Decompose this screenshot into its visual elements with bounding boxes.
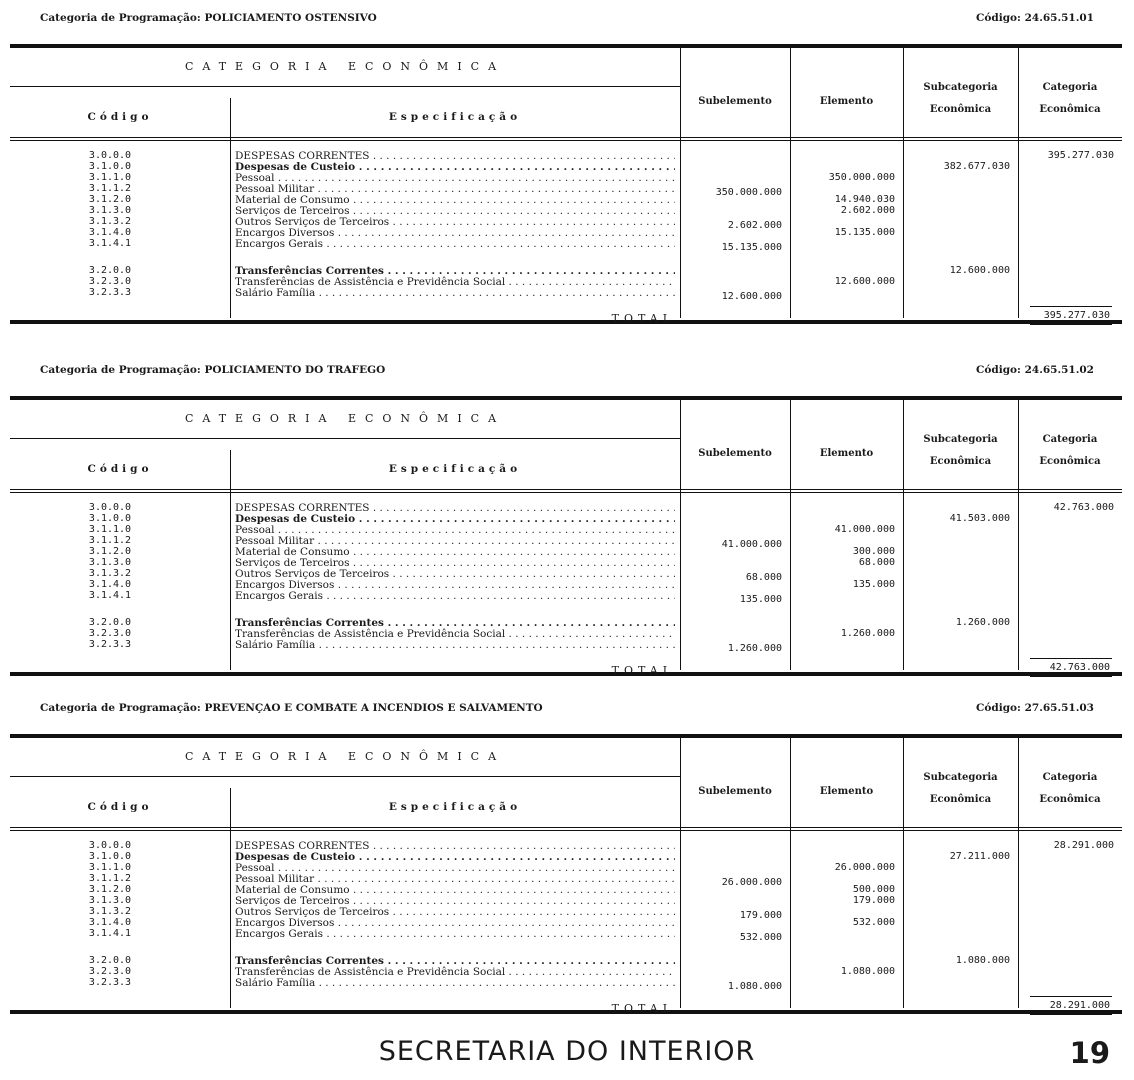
row-elemento: 179.000: [852, 895, 895, 906]
row-elemento: 12.600.000: [834, 276, 895, 287]
row-especificacao: Pessoal . . .: [235, 862, 675, 874]
row-codigo: 3.2.0.0: [88, 617, 132, 628]
row-codigo: 3.1.3.2: [88, 216, 132, 227]
codigo-column-header: Código: [87, 801, 153, 813]
row-subelemento: 2.602.000: [727, 220, 782, 231]
row-especificacao: Transferências Correntes . . .: [235, 265, 675, 277]
programacao-code: [976, 702, 1094, 714]
table-top-rule: [10, 734, 1122, 738]
row-codigo: 3.0.0.0: [88, 150, 132, 161]
row-codigo: 3.2.3.3: [88, 287, 132, 298]
row-elemento: 68.000: [858, 557, 895, 568]
row-categoria: 42.763.000: [1053, 502, 1114, 513]
row-subelemento: 68.000: [745, 572, 782, 583]
row-especificacao: Despesas de Custeio . . .: [235, 851, 675, 863]
row-especificacao: Transferências de Assistência e Previdência Social . . .: [235, 628, 675, 640]
row-subelemento: 135.000: [739, 594, 782, 605]
categoria-header-line2: Econômica: [1039, 456, 1101, 467]
row-codigo: 3.1.1.0: [88, 524, 132, 535]
row-codigo: 3.1.2.0: [88, 194, 132, 205]
programacao-line: [0, 694, 1134, 724]
row-especificacao: Transferências de Assistência e Previdência Social . . .: [235, 966, 675, 978]
row-especificacao: Outros Serviços de Terceiros . . .: [235, 216, 675, 228]
row-subcategoria: 382.677.030: [943, 161, 1010, 172]
subelemento-column-header: Subelemento: [698, 448, 772, 459]
subelemento-column-header: Subelemento: [698, 786, 772, 797]
row-especificacao: Material de Consumo . . .: [235, 194, 675, 206]
codigo-value: 24.65.51.02: [1024, 364, 1094, 376]
codigo-caption: Código:: [976, 702, 1021, 714]
codigo-value: 24.65.51.01: [1024, 12, 1094, 24]
row-elemento: 500.000: [852, 884, 895, 895]
programacao-label: [40, 702, 543, 714]
row-codigo: 3.1.1.0: [88, 172, 132, 183]
row-codigo: 3.0.0.0: [88, 840, 132, 851]
programacao-label: [40, 364, 385, 376]
row-elemento: 14.940.030: [834, 194, 895, 205]
row-subcategoria: 41.503.000: [949, 513, 1010, 524]
row-categoria: 395.277.030: [1047, 150, 1114, 161]
row-subcategoria: 27.211.000: [949, 851, 1010, 862]
table-bottom-rule: [10, 1010, 1122, 1014]
table-row: [10, 977, 1122, 992]
subcategoria-header-line1: Subcategoria: [923, 82, 998, 93]
codigo-value: 27.65.51.03: [1024, 702, 1094, 714]
table-bottom-rule: [10, 672, 1122, 676]
row-subelemento: 532.000: [739, 932, 782, 943]
row-especificacao: Encargos Diversos . . .: [235, 227, 675, 239]
categoria-economica-underline: [10, 776, 680, 777]
codigo-caption: Código:: [976, 364, 1021, 376]
codigo-column-header: Código: [87, 463, 153, 475]
row-subelemento: 26.000.000: [721, 877, 782, 888]
row-subelemento: 15.135.000: [721, 242, 782, 253]
total-label: TOTAL: [611, 1002, 675, 1015]
row-codigo: 3.1.1.2: [88, 183, 132, 194]
row-subelemento: 12.600.000: [721, 291, 782, 302]
table-row: [10, 590, 1122, 605]
row-codigo: 3.1.1.0: [88, 862, 132, 873]
elemento-column-header: Elemento: [819, 448, 874, 459]
programacao-code: [976, 12, 1094, 24]
row-codigo: 3.1.3.2: [88, 568, 132, 579]
row-especificacao: Encargos Diversos . . .: [235, 579, 675, 591]
categoria-economica-underline: [10, 86, 680, 87]
row-subelemento: 350.000.000: [715, 187, 782, 198]
codigo-caption: Código:: [976, 12, 1021, 24]
subcategoria-header-line1: Subcategoria: [923, 772, 998, 783]
row-elemento: 15.135.000: [834, 227, 895, 238]
row-codigo: 3.2.3.3: [88, 977, 132, 988]
especificacao-column-header: Especificação: [388, 463, 522, 475]
codigo-column-header: Código: [87, 111, 153, 123]
row-codigo: 3.1.4.1: [88, 928, 132, 939]
programacao-caption: Categoria de Programação:: [40, 12, 201, 24]
row-codigo: 3.1.2.0: [88, 884, 132, 895]
subcategoria-header-line2: Econômica: [929, 794, 992, 805]
programacao-caption: Categoria de Programação:: [40, 702, 201, 714]
row-subcategoria: 1.260.000: [955, 617, 1010, 628]
table-row: [10, 928, 1122, 943]
total-label: TOTAL: [611, 312, 675, 325]
row-codigo: 3.1.0.0: [88, 161, 132, 172]
subcategoria-header-line2: Econômica: [929, 104, 992, 115]
categoria-header-line2: Econômica: [1039, 104, 1101, 115]
table-bottom-rule: [10, 320, 1122, 324]
row-subelemento: 1.080.000: [727, 981, 782, 992]
row-subelemento: 1.260.000: [727, 643, 782, 654]
subcategoria-header-line2: Econômica: [929, 456, 992, 467]
budget-section: [0, 356, 1134, 692]
row-especificacao: Outros Serviços de Terceiros . . .: [235, 906, 675, 918]
row-subelemento: 179.000: [739, 910, 782, 921]
row-especificacao: Transferências Correntes . . .: [235, 955, 675, 967]
row-codigo: 3.1.3.2: [88, 906, 132, 917]
table-row: [10, 238, 1122, 253]
table-row: [10, 639, 1122, 654]
row-codigo: 3.1.0.0: [88, 851, 132, 862]
row-elemento: 2.602.000: [840, 205, 895, 216]
page-number: 19: [1069, 1036, 1110, 1070]
row-codigo: 3.2.3.3: [88, 639, 132, 650]
row-especificacao: DESPESAS CORRENTES . . .: [235, 840, 675, 852]
programacao-caption: Categoria de Programação:: [40, 364, 201, 376]
row-subcategoria: 1.080.000: [955, 955, 1010, 966]
row-categoria: 28.291.000: [1053, 840, 1114, 851]
budget-table: [10, 44, 1122, 324]
programacao-line: [0, 4, 1134, 34]
header-separator: [10, 827, 1122, 831]
row-especificacao: Pessoal Militar . . .: [235, 873, 675, 885]
especificacao-column-header: Especificação: [388, 801, 522, 813]
budget-table: [10, 396, 1122, 676]
row-elemento: 1.080.000: [840, 966, 895, 977]
elemento-column-header: Elemento: [819, 96, 874, 107]
header-separator: [10, 137, 1122, 141]
table-row: [10, 287, 1122, 302]
row-codigo: 3.1.4.0: [88, 579, 132, 590]
subelemento-column-header: Subelemento: [698, 96, 772, 107]
row-codigo: 3.1.3.0: [88, 557, 132, 568]
row-codigo: 3.2.3.0: [88, 276, 132, 287]
row-codigo: 3.1.4.1: [88, 238, 132, 249]
row-codigo: 3.1.4.0: [88, 917, 132, 928]
subcategoria-header-line1: Subcategoria: [923, 434, 998, 445]
especificacao-column-header: Especificação: [388, 111, 522, 123]
categoria-header-line1: Categoria: [1042, 82, 1098, 93]
row-elemento: 300.000: [852, 546, 895, 557]
row-codigo: 3.1.1.2: [88, 535, 132, 546]
categoria-header-line2: Econômica: [1039, 794, 1101, 805]
row-codigo: 3.1.3.0: [88, 895, 132, 906]
row-especificacao: Salário Família . . .: [235, 287, 675, 299]
categoria-header-line1: Categoria: [1042, 772, 1098, 783]
row-especificacao: Pessoal . . .: [235, 172, 675, 184]
row-subcategoria: 12.600.000: [949, 265, 1010, 276]
row-codigo: 3.1.1.2: [88, 873, 132, 884]
row-codigo: 3.1.3.0: [88, 205, 132, 216]
row-especificacao: Encargos Diversos . . .: [235, 917, 675, 929]
programacao-label: [40, 12, 377, 24]
row-codigo: 3.1.4.1: [88, 590, 132, 601]
row-especificacao: Salário Família . . .: [235, 639, 675, 651]
row-especificacao: Pessoal Militar . . .: [235, 535, 675, 547]
categoria-economica-underline: [10, 438, 680, 439]
categoria-economica-heading: CATEGORIA ECONÔMICA: [184, 412, 506, 425]
row-especificacao: Despesas de Custeio . . .: [235, 161, 675, 173]
row-elemento: 26.000.000: [834, 862, 895, 873]
elemento-column-header: Elemento: [819, 786, 874, 797]
row-especificacao: Serviços de Terceiros . . .: [235, 557, 675, 569]
categoria-economica-heading: CATEGORIA ECONÔMICA: [184, 750, 506, 763]
row-especificacao: Transferências Correntes . . .: [235, 617, 675, 629]
row-elemento: 350.000.000: [828, 172, 895, 183]
row-codigo: 3.2.3.0: [88, 966, 132, 977]
programacao-code: [976, 364, 1094, 376]
row-codigo: 3.1.2.0: [88, 546, 132, 557]
row-especificacao: Encargos Gerais . . .: [235, 928, 675, 940]
categoria-economica-heading: CATEGORIA ECONÔMICA: [184, 60, 506, 73]
total-value: 395.277.030: [1030, 306, 1112, 325]
row-especificacao: Despesas de Custeio . . .: [235, 513, 675, 525]
footer-title: SECRETARIA DO INTERIOR: [378, 1036, 756, 1067]
row-especificacao: Encargos Gerais . . .: [235, 590, 675, 602]
table-top-rule: [10, 44, 1122, 48]
programacao-value: POLICIAMENTO DO TRAFEGO: [204, 364, 386, 376]
budget-section: [0, 4, 1134, 340]
row-especificacao: Salário Família . . .: [235, 977, 675, 989]
total-label: TOTAL: [611, 664, 675, 677]
row-especificacao: Serviços de Terceiros . . .: [235, 895, 675, 907]
row-especificacao: Pessoal . . .: [235, 524, 675, 536]
row-especificacao: Material de Consumo . . .: [235, 546, 675, 558]
row-especificacao: Material de Consumo . . .: [235, 884, 675, 896]
row-codigo: 3.2.0.0: [88, 265, 132, 276]
row-especificacao: DESPESAS CORRENTES . . .: [235, 502, 675, 514]
row-codigo: 3.1.4.0: [88, 227, 132, 238]
total-value: 28.291.000: [1030, 996, 1112, 1015]
row-especificacao: Encargos Gerais . . .: [235, 238, 675, 250]
table-top-rule: [10, 396, 1122, 400]
row-especificacao: Pessoal Militar . . .: [235, 183, 675, 195]
row-especificacao: Transferências de Assistência e Previdência Social . . .: [235, 276, 675, 288]
row-elemento: 1.260.000: [840, 628, 895, 639]
total-value: 42.763.000: [1030, 658, 1112, 677]
programacao-value: POLICIAMENTO OSTENSIVO: [204, 12, 377, 24]
row-codigo: 3.1.0.0: [88, 513, 132, 524]
header-separator: [10, 489, 1122, 493]
row-subelemento: 41.000.000: [721, 539, 782, 550]
row-elemento: 41.000.000: [834, 524, 895, 535]
row-especificacao: Serviços de Terceiros . . .: [235, 205, 675, 217]
row-codigo: 3.2.3.0: [88, 628, 132, 639]
programacao-line: [0, 356, 1134, 386]
row-especificacao: DESPESAS CORRENTES . . .: [235, 150, 675, 162]
categoria-header-line1: Categoria: [1042, 434, 1098, 445]
programacao-value: PREVENÇAO E COMBATE A INCENDIOS E SALVAMENTO: [204, 702, 543, 714]
row-codigo: 3.2.0.0: [88, 955, 132, 966]
row-especificacao: Outros Serviços de Terceiros . . .: [235, 568, 675, 580]
budget-section: [0, 694, 1134, 1030]
budget-table: [10, 734, 1122, 1014]
row-elemento: 135.000: [852, 579, 895, 590]
row-codigo: 3.0.0.0: [88, 502, 132, 513]
row-elemento: 532.000: [852, 917, 895, 928]
